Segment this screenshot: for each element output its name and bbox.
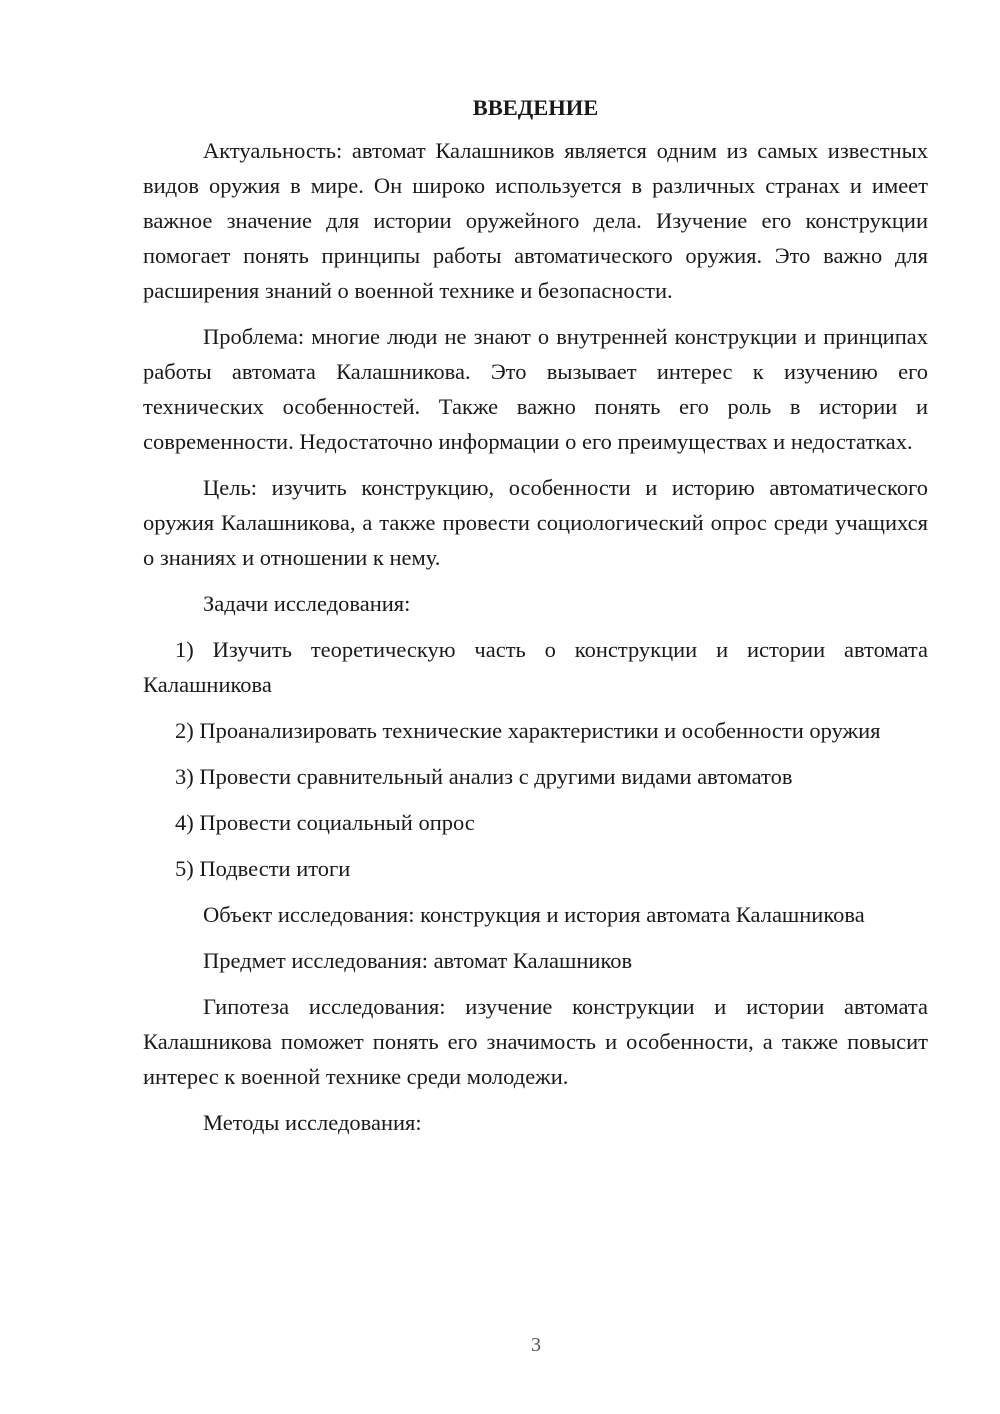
paragraph-relevance: Актуальность: автомат Калашников является одним из самых известных видов оружия в мире. Он широко используется в различных странах и имеет важное значение для истории оружейного дела. Изучение его конструкции помогает понять принципы работы автоматического оружия. Это важно для расширения знаний о военной технике и безопасности. — [143, 138, 928, 303]
paragraph-hypothesis: Гипотеза исследования: изучение конструкции и истории автомата Калашникова поможет понять его значимость и особенности, а также повысит интерес к военной технике среди молодежи. — [143, 994, 928, 1089]
task-item-3: 3) Провести сравнительный анализ с другими видами автоматов — [175, 764, 793, 789]
task-item-2: 2) Проанализировать технические характеристики и особенности оружия — [175, 718, 881, 743]
tasks-heading: Задачи исследования: — [203, 591, 411, 616]
paragraph-goal: Цель: изучить конструкцию, особенности и историю автоматического оружия Калашникова, а также провести социологический опрос среди учащихся о знаниях и отношении к нему. — [143, 475, 928, 570]
paragraph-problem: Проблема: многие люди не знают о внутренней конструкции и принципах работы автомата Калашникова. Это вызывает интерес к изучению его технических особенностей. Также важно понять его роль в истории и современности. Недостаточно информации о его преимуществах и недостатках. — [143, 324, 928, 454]
section-title: ВВЕДЕНИЕ — [472, 95, 599, 120]
task-item-4: 4) Провести социальный опрос — [175, 810, 475, 835]
task-item-5: 5) Подвести итоги — [175, 856, 351, 881]
page-content — [143, 90, 928, 1140]
task-item-1: 1) Изучить теоретическую часть о конструкции и истории автомата Калашникова — [143, 637, 928, 697]
paragraph-subject: Предмет исследования: автомат Калашников — [203, 948, 633, 973]
page-number: 3 — [531, 1334, 541, 1356]
methods-heading: Методы исследования: — [203, 1110, 422, 1135]
paragraph-object: Объект исследования: конструкция и история автомата Калашникова — [203, 902, 865, 927]
